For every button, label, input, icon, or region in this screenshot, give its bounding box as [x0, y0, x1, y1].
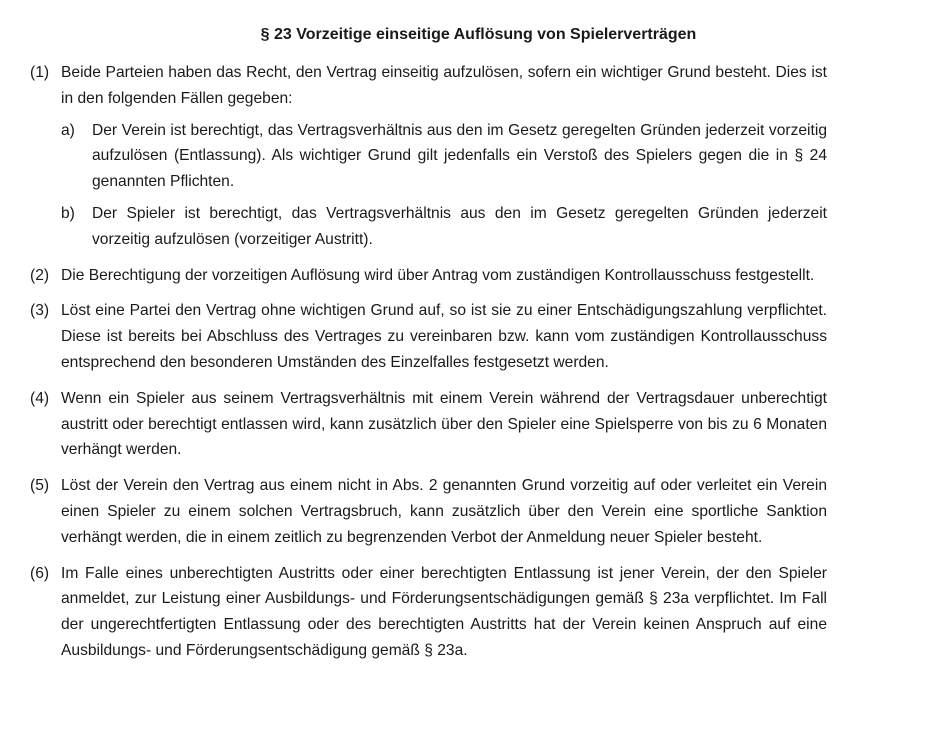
paragraph-number: (4)	[30, 389, 50, 407]
section-title: § 23 Vorzeitige einseitige Auflösung von Spielerverträgen	[260, 26, 697, 43]
paragraph-4	[30, 386, 827, 463]
paragraph-text: Wenn ein Spieler aus seinem Vertragsverhältnis mit einem Verein während der Vertragsdauer unberechtigt austritt oder berechtigt entlassen wird, kann zusätzlich über den Spieler eine Spielsperre von bis zu 6 Monaten verhängt werden.	[61, 389, 827, 459]
list-item-b	[61, 201, 827, 253]
paragraph-number: (1)	[30, 64, 50, 81]
list-item-marker: a)	[61, 121, 75, 139]
list-item-a	[61, 118, 827, 195]
paragraph-6	[30, 561, 827, 664]
paragraph-number: (2)	[30, 266, 50, 284]
list-item-marker: b)	[61, 204, 75, 222]
paragraph-text: Im Falle eines unberechtigten Austritts oder einer berechtigten Entlassung ist jener Verein, der den Spieler anmeldet, zur Leistung einer Ausbildungs- und Förderungsentschädigungen gemäß § 23a verpflichtet. Im Fall der ungerechtfertigten Entlassung oder des berechtigten Austritts hat der Verein keinen Anspruch auf eine Ausbildungs- und Förderungsentschädigung gemäß § 23a.	[61, 564, 827, 659]
paragraph-number: (3)	[30, 302, 50, 320]
paragraph-2	[30, 263, 827, 289]
paragraph-text: Die Berechtigung der vorzeitigen Auflösung wird über Antrag vom zuständigen Kontrollausschuss festgestellt.	[61, 266, 815, 284]
list-item-text: Der Spieler ist berechtigt, das Vertragsverhältnis aus den im Gesetz geregelten Gründen jederzeit vorzeitig aufzulösen (vorzeitiger Austritt).	[92, 204, 827, 248]
paragraph-text: Löst eine Partei den Vertrag ohne wichtigen Grund auf, so ist sie zu einer Entschädigungszahlung verpflichtet. Diese ist bereits bei Abschluss des Vertrages zu vereinbaren bzw. kann vom zuständigen Kontrollausschuss entsprechend den besonderen Umständen des Einzelfalles festgesetzt werden.	[61, 302, 827, 371]
list-item-text: Der Verein ist berechtigt, das Vertragsverhältnis aus den im Gesetz geregelten Gründen jederzeit vorzeitig aufzulösen (Entlassung). Als wichtiger Grund gilt jedenfalls ein Verstoß des Spielers gegen die in § 24 genannten Pflichten.	[92, 121, 827, 191]
paragraph-text: Löst der Verein den Vertrag aus einem nicht in Abs. 2 genannten Grund vorzeitig auf oder verleitet ein Verein einen Spieler zu einem solchen Vertragsbruch, kann zusätzlich über den Verein eine sportliche Sanktion verhängt werden, die in einem zeitlich zu begrenzenden Verbot der Anmeldung neuer Spieler besteht.	[61, 477, 827, 546]
paragraph-1	[30, 60, 827, 253]
paragraph-number: (5)	[30, 477, 50, 495]
paragraph-5	[30, 473, 827, 550]
section-body	[30, 60, 827, 674]
paragraph-text: Beide Parteien haben das Recht, den Vertrag einseitig aufzulösen, sofern ein wichtiger Grund besteht. Dies ist in den folgenden Fällen gegeben:	[61, 64, 827, 107]
paragraph-3	[30, 298, 827, 375]
paragraph-number: (6)	[30, 564, 50, 582]
